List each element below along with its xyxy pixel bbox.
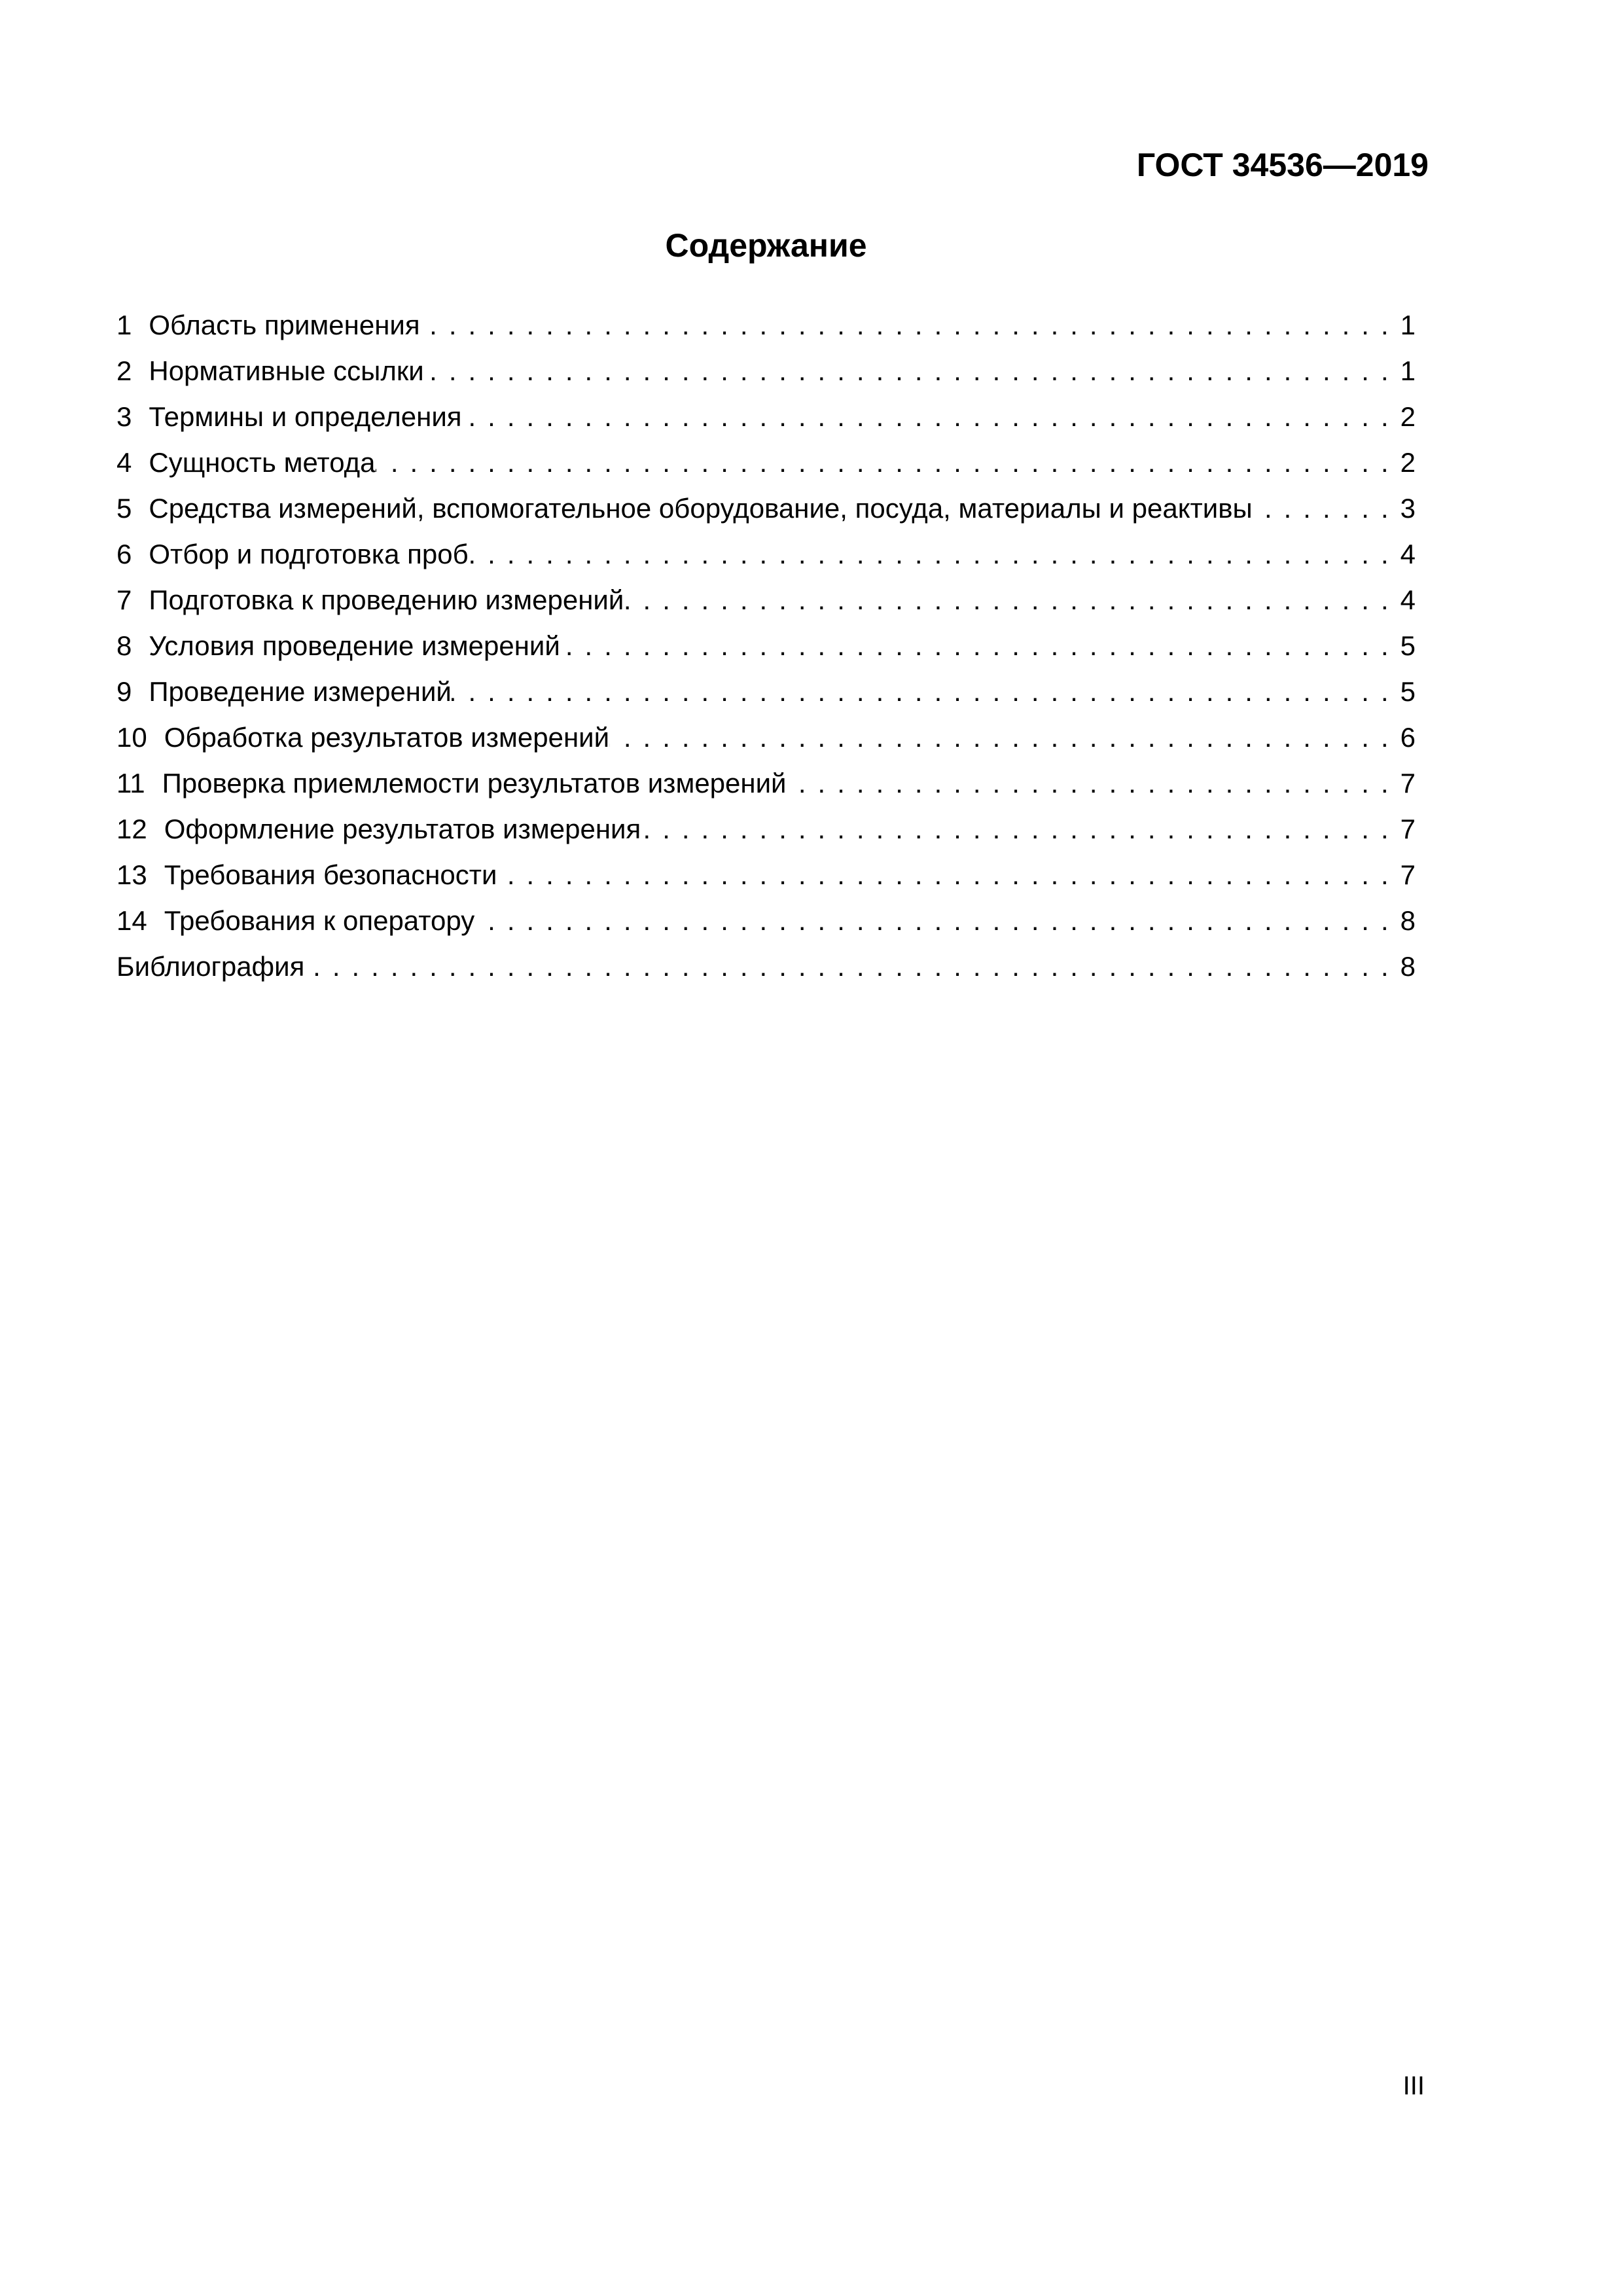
toc-entry [116,486,1416,531]
toc-entry [116,898,1416,944]
dot-leader [474,898,1400,944]
dot-leader [787,761,1400,806]
folio-page-number: III [1402,2072,1425,2100]
toc-entry-page: 1 [1400,310,1416,340]
toc-entry-page: 5 [1400,630,1416,661]
toc-entry-title: Сущность метода [149,447,376,478]
toc-entry [116,761,1416,806]
toc-entry-number: 14 [116,905,147,936]
toc-entry-title: Оформление результатов измерения [164,814,641,844]
toc-entry [116,531,1416,577]
toc-entry [116,348,1416,394]
dot-leader [624,577,1400,623]
dot-leader [497,852,1400,898]
toc-entry-page: 3 [1400,493,1416,524]
dot-leader [462,394,1400,440]
toc-entry [116,577,1416,623]
toc-entry-number: 6 [116,539,132,569]
toc-entry-title: Требования к оператору [164,905,475,936]
dot-leader [452,669,1400,715]
toc-entry-number: 2 [116,355,132,386]
toc-entry-title: Отбор и подготовка проб [149,539,469,569]
toc-entry [116,944,1416,990]
toc-entry-title: Подготовка к проведению измерений [149,584,624,615]
toc-entry [116,806,1416,852]
toc-entry-number: 7 [116,584,132,615]
toc-entry-page: 4 [1400,539,1416,569]
dot-leader [376,440,1400,486]
dot-leader [424,348,1400,394]
toc-entry-title: Требования безопасности [164,859,497,890]
toc-entry-page: 5 [1400,676,1416,707]
toc-entry-title: Обработка результатов измерений [164,722,610,753]
toc-entry-title: Средства измерений, вспомогательное оборудование, посуда, материалы и реактивы [149,493,1253,524]
toc-entry [116,302,1416,348]
toc-entry-page: 7 [1400,768,1416,798]
toc-entry-title: Нормативные ссылки [149,355,424,386]
toc-entry-number: 3 [116,401,132,432]
table-of-contents [116,302,1416,990]
toc-entry [116,394,1416,440]
toc-entry [116,715,1416,761]
dot-leader [304,944,1400,990]
toc-entry [116,852,1416,898]
toc-entry-number: 11 [116,768,145,798]
toc-entry-page: 2 [1400,447,1416,478]
toc-entry-number: 9 [116,676,132,707]
toc-entry-page: 4 [1400,584,1416,615]
toc-entry-page: 1 [1400,355,1416,386]
toc-entry-number: 10 [116,722,147,753]
toc-entry-number: 4 [116,447,132,478]
toc-entry-number: 13 [116,859,147,890]
dot-leader [641,806,1400,852]
toc-entry-title: Библиография [116,951,305,982]
toc-entry-title: Термины и определения [149,401,462,432]
toc-entry-page: 7 [1400,859,1416,890]
dot-leader [1253,486,1400,531]
toc-entry [116,440,1416,486]
dot-leader [469,531,1400,577]
toc-entry-number: 1 [116,310,132,340]
dot-leader [420,302,1400,348]
toc-entry-page: 8 [1400,951,1416,982]
standard-designation: ГОСТ 34536—2019 [1136,147,1429,183]
toc-entry-title: Проведение измерений [149,676,452,707]
toc-entry [116,623,1416,669]
toc-entry [116,669,1416,715]
toc-entry-number: 5 [116,493,132,524]
toc-entry-number: 12 [116,814,147,844]
toc-entry-number: 8 [116,630,132,661]
toc-entry-page: 7 [1400,814,1416,844]
page-title: Содержание [665,227,867,264]
toc-entry-title: Условия проведение измерений [149,630,560,661]
dot-leader [560,623,1400,669]
toc-entry-title: Область применения [149,310,420,340]
toc-entry-page: 2 [1400,401,1416,432]
toc-entry-page: 6 [1400,722,1416,753]
dot-leader [609,715,1400,761]
toc-entry-title: Проверка приемлемости результатов измерений [162,768,787,798]
toc-entry-page: 8 [1400,905,1416,936]
